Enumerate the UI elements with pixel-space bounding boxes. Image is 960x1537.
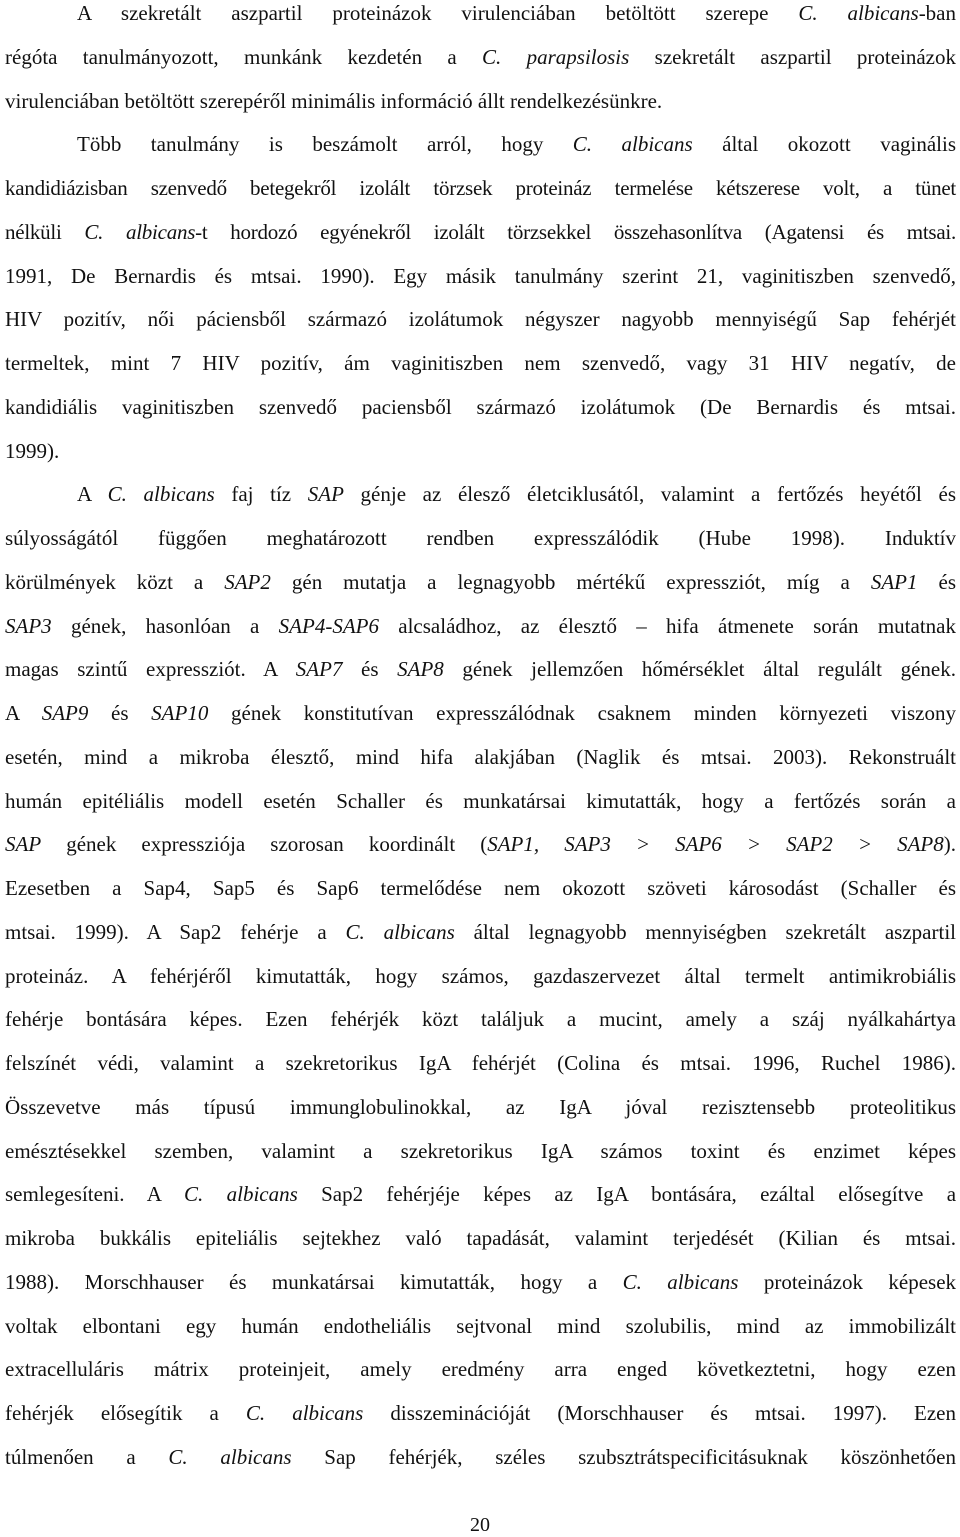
text-line: termeltek, mint 7 HIV pozitív, ám vaginitiszben nem szenvedő, vagy 31 HIV negatív, de	[5, 351, 956, 375]
text-line: extracelluláris mátrix proteinjeit, amely eredmény arra enged következtetni, hogy ezen	[5, 1357, 956, 1382]
text-line: nélküli C. albicans-t hordozó egyénekről izolált törzsekkel összehasonlítva (Agatensi és mtsai.	[5, 219, 956, 244]
text-line: körülmények közt a SAP2 gén mutatja a legnagyobb mértékű expressziót, míg a SAP1 és	[5, 569, 956, 594]
text-line: kandidiázisban szenvedő betegekről izolált törzsek proteináz termelése kétszerese volt, a tünet	[5, 176, 956, 200]
text-line: 1999).	[5, 438, 60, 463]
text-line: 1988). Morschhauser és munkatársai kimutatták, hogy a C. albicans proteinázok képesek	[5, 1269, 957, 1294]
text-line: fehérje bontására képes. Ezen fehérjék közt találjuk a mucint, amely a száj nyálkahártya	[5, 1007, 956, 1032]
text-line: virulenciában betöltött szerepéről minimális információ állt rendelkezésünkre.	[5, 88, 663, 113]
text-line: proteináz. A fehérjéről kimutatták, hogy számos, gazdaszervezet által termelt antimikrobiális	[5, 963, 956, 988]
page-number: 20	[470, 1514, 490, 1536]
text-line: régóta tanulmányozott, munkánk kezdetén a C. parapsilosis szekretált aszpartil proteinázok	[5, 44, 956, 69]
text-line: A SAP9 és SAP10 gének konstitutívan expresszálódnak csaknem minden környezeti viszony	[5, 701, 956, 725]
text-line: Ezesetben a Sap4, Sap5 és Sap6 termelődése nem okozott szöveti károsodást (Schaller és	[5, 876, 956, 900]
text-line: SAP3 gének, hasonlóan a SAP4-SAP6 alcsaládhoz, az élesztő – hifa átmenete során mutatnak	[5, 613, 956, 638]
text-line: esetén, mind a mikroba élesztő, mind hifa alakjában (Naglik és mtsai. 2003). Rekonstruált	[5, 744, 956, 769]
text-line: emésztésekkel szemben, valamint a szekretorikus IgA számos toxint és enzimet képes	[5, 1138, 956, 1163]
text-line: A C. albicans faj tíz SAP génje az élesző életciklusától, valamint a fertőzés heyétől és	[77, 482, 957, 507]
text-line: SAP gének expressziója szorosan koordinált (SAP1, SAP3 > SAP6 > SAP2 > SAP8).	[5, 832, 956, 857]
text-line: túlmenően a C. albicans Sap fehérjék, széles szubsztrátspecificitásuknak köszönhetően	[5, 1444, 957, 1469]
text-line: Összevetve más típusú immunglobulinokkal, az IgA jóval rezisztensebb proteolitikus	[5, 1094, 956, 1119]
text-line: semlegesíteni. A C. albicans Sap2 fehérjéje képes az IgA bontására, ezáltal elősegítve a	[5, 1182, 957, 1207]
text-line: fehérjék elősegítik a C. albicans disszeminációját (Morschhauser és mtsai. 1997). Ezen	[5, 1401, 956, 1425]
text-line: HIV pozitív, női páciensből származó izolátumok négyszer nagyobb mennyiségű Sap fehérjét	[5, 307, 956, 332]
text-line: felszínét védi, valamint a szekretorikus IgA fehérjét (Colina és mtsai. 1996, Ruchel 1986).	[5, 1051, 956, 1075]
text-line: súlyosságától függően meghatározott rendben expresszálódik (Hube 1998). Induktív	[5, 526, 956, 550]
text-line: humán epitéliális modell esetén Schaller és munkatársai kimutatták, hogy a fertőzés során a	[5, 788, 956, 813]
text-line: kandidiális vaginitiszben szenvedő paciensből származó izolátumok (De Bernardis és mtsai.	[5, 394, 956, 419]
text-line: Több tanulmány is beszámolt arról, hogy C. albicans által okozott vaginális	[77, 132, 957, 157]
text-line: magas szintű expressziót. A SAP7 és SAP8 gének jellemzően hőmérséklet által regulált gének.	[5, 657, 956, 682]
text-line: voltak elbontani egy humán endotheliális sejtvonal mind szolubilis, mind az immobilizált	[5, 1313, 956, 1338]
text-line: mikroba bukkális epiteliális sejtekhez való tapadását, valamint terjedését (Kilian és mtsai.	[5, 1226, 956, 1250]
text-line: 1991, De Bernardis és mtsai. 1990). Egy másik tanulmány szerint 21, vaginitiszben szenvedő,	[5, 263, 956, 288]
text-line: mtsai. 1999). A Sap2 fehérje a C. albicans által legnagyobb mennyiségben szekretált aszpartil	[5, 919, 956, 944]
text-line: A szekretált aszpartil proteinázok virulenciában betöltött szerepe C. albicans-ban	[77, 1, 957, 25]
